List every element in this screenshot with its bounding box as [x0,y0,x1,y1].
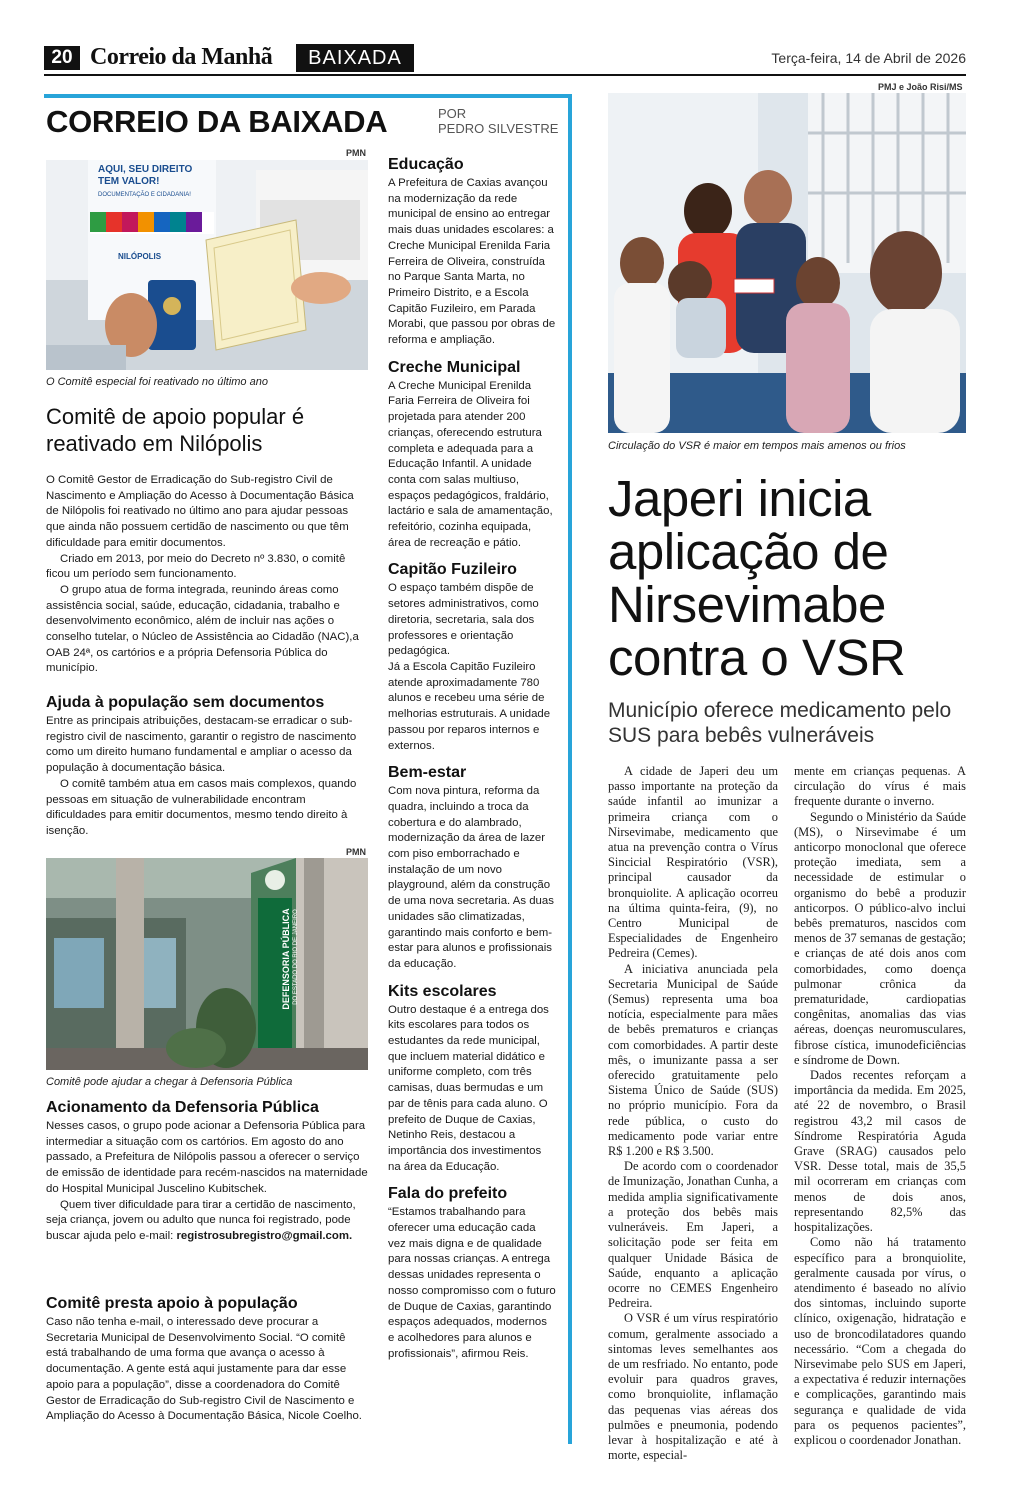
side-column [388,156,556,1362]
main-headline: Japeri inicia aplicação de Nirsevimabe contra o VSR [608,470,906,686]
document-photo [46,160,368,370]
paragraph [46,1198,368,1245]
paragraph: Como não há tratamento específico para a bronquiolite, geralmente causada por vírus, o atendimento é baseado no alívio dos sintomas, incluindo suporte clínico, oxigenação, hidratação e uso de broncodilatadores quando necessário. “Com a chegada do Nirsevimabe pelo SUS em Japeri, a expectativa é reduzir internações e complicações, garantindo mais segurança e qualidade de vida para os pequenos pacientes”, explicou o coordenador Jonathan. [794,1235,966,1447]
paragraph: Nesses casos, o grupo pode acionar a Defensoria Pública para intermediar a situação com os cartórios. Em agosto do ano passado, a Prefeitura de Nilópolis passou a oferecer o serviço de emissão de identidade para recém-nascidos na maternidade do Hospital Municipal Juscelino Kubitschek. [46,1120,368,1195]
side-heading: Bem-estar [388,764,467,782]
side-heading: Capitão Fuzileiro [388,561,517,579]
paragraph: O comitê também atua em casos mais complexos, quando pessoas em situação de vulnerabilidade encontram dificuldades para emitir documentos, mesmo tendo direito à isenção. [46,777,357,837]
main-article-col2 [794,764,966,1448]
side-text: Outro destaque é a entrega dos kits escolares para todos os estudantes da rede municipal, que incluem material didático e uniforme completo, com três camisas, duas bermudas e um par de tênis para cada aluno. O prefeito de Duque de Caxias, Netinho Reis, destacou a importância dos investimentos na área da Educação. [388,1003,549,1173]
paragraph: A cidade de Japeri deu um passo importante na proteção da saúde infantil ao imunizar a primeira criança com o Nirsevimabe, medicamento que atua na prevenção contra o Vírus Sincicial Respiratório (VSR), principal causador da bronquiolite. A aplicação ocorreu na última quinta-feira, (9), no Centro Municipal de Especialidades de Engenheiro Pedreira (Cemes). [608,764,778,961]
side-text: A Prefeitura de Caxias avançou na modernização da rede municipal de ensino ao entregar mais duas unidades escolares: a Creche Municipal Erenilda Faria Ferreira de Oliveira, construída no Parque Santa Marta, no Primeiro Distrito, e a Escola Capitão Fuzileiro, em Parada Morabi, que passou por obras de reforma e ampliação. [388,177,556,347]
article-body-intro [46,473,368,677]
vaccination-photo-graphic [608,93,966,433]
defensoria-photo-graphic [46,858,368,1070]
subheading: Acionamento da Defensoria Pública [46,1099,319,1116]
defensoria-photo [46,858,368,1070]
subheading: Ajuda à população sem documentos [46,694,325,711]
side-heading: Fala do prefeito [388,1185,508,1203]
text-run: Quem tiver dificuldade para tirar a certidão de nascimento, seja criança, jovem ou adulto que nunca foi registrado, pode buscar ajuda pelo e-mail: [46,1198,356,1242]
side-text: Com nova pintura, reforma da quadra, incluindo a troca da cobertura e do alambrado, modernização da área de lazer com piso emborrachado e instalação de um novo playground, além da construção de uma nova secretaria. As duas unidades são climatizadas, garantindo mais conforto e bem-estar para alunos e profissionais da educação. [388,785,554,970]
page-date: Terça-feira, 14 de Abril de 2026 [771,50,966,66]
paragraph: Criado em 2013, por meio do Decreto nº 3.830, o comitê ficou um período sem funcionamento. [46,552,346,581]
side-heading: Kits escolares [388,982,497,1000]
page-number: 20 [44,46,80,70]
paragraph: De acordo com o coordenador de Imunização, Jonathan Cunha, a medida amplia significativamente a proteção dos bebês mais vulneráveis. Em Japeri, a solicitação pode ser feita em qualquer Unidade Básica de Saúde, enquanto a aplicação ocorre no CEMES Engenheiro Pedreira. [608,1159,778,1311]
photo-credit: PMJ e João Risi/MS [878,82,963,92]
photo-credit: PMN [346,847,366,857]
paragraph: A iniciativa anunciada pela Secretaria Municipal de Saúde (Semus) representa uma boa notícia, especialmente para mães de bebês prematuros e crianças com comorbidades. A partir deste mês, o imunizante passa a ser oferecido gratuitamente pelo Sistema Único de Saúde (SUS) no próprio município. Fora da rede pública, o custo do medicamento pode variar entre R$ 1.200 e R$ 3.500. [608,961,778,1159]
paragraph: mente em crianças pequenas. A circulação do vírus é mais frequente durante o inverno. [794,764,966,809]
photo-caption: O Comitê especial foi reativado no último ano [46,376,268,388]
photo-credit: PMN [346,148,366,158]
paragraph: O VSR é um vírus respiratório comum, geralmente associado a sintomas leves semelhantes aos de um resfriado. No entanto, pode evoluir para quadros graves, como bronquiolite, inflamação das pequenas vias aéreas dos pulmões e pneumonia, podendo levar à hospitalização e até à morte, especial- [608,1311,778,1463]
side-heading: Creche Municipal [388,358,521,376]
contact-email[interactable]: registrosubregistro@gmail.com. [176,1229,353,1242]
defensoria-sign-text: DEFENSORIA PÚBLICA [281,908,291,1010]
byline-author: PEDRO SILVESTRE [438,121,559,136]
column-title: CORREIO DA BAIXADA [46,104,388,139]
column-byline [438,106,568,136]
article-body [46,1315,368,1425]
article-body [46,714,368,840]
section-label: BAIXADA [296,44,414,72]
paragraph: O Comitê Gestor de Erradicação do Sub-registro Civil de Nascimento e Ampliação do Acesso à Documentação Básica de Nilópolis foi reativado no último ano para ajudar pessoas que ainda não possuem certidão de nascimento ou que têm dificuldade para emitir documentos. [46,474,354,549]
photo-sign-city: NILÓPOLIS [118,252,162,261]
main-subheadline: Município oferece medicamento pelo SUS para bebês vulneráveis [608,699,952,747]
byline-prefix: POR [438,106,467,121]
defensoria-sign-subtext: DO ESTADO DO RIO DE JANEIRO [293,909,299,1005]
subheading: Comitê presta apoio à população [46,1295,298,1312]
paragraph: Entre as principais atribuições, destacam-se erradicar o sub-registro civil de nascimento, garantir o registro de nascimento como um direito humano fundamental e ampliar o acesso da população à documentação básica. [46,715,357,775]
side-text: O espaço também dispõe de setores administrativos, como diretoria, secretaria, sala dos professores e orientação pedagógica. [388,582,539,658]
vaccination-photo [608,93,966,433]
photo-sign-title: AQUI, SEU DIREITO TEM VALOR! [98,164,193,187]
side-text: Já a Escola Capitão Fuzileiro atende aproximadamente 780 alunos e recebeu uma série de melhorias estruturais. A unidade passou por reparos internos e externos. [388,660,551,752]
article-headline: Comitê de apoio popular é reativado em Nilópolis [46,404,305,456]
paragraph: Segundo o Ministério da Saúde (MS), o Nirsevimabe é um anticorpo monoclonal que oferece proteção imediata, sem a necessidade de estimular o organismo do bebê a produzir anticorpos. O público-alvo inclui bebês prematuros, nascidos com menos de 37 semanas de gestação; e crianças de até dois anos com comorbidades, como doença pulmonar crônica da prematuridade, cardiopatias congênitas, anomalias das vias aéreas, doenças neuromusculares, fibrose cística, imunodeficiências e síndrome de Down. [794,809,966,1067]
photo-caption: Comitê pode ajudar a chegar à Defensoria Pública [46,1076,293,1088]
main-article-col1 [608,764,778,1463]
photo-sign-subtitle: DOCUMENTAÇÃO E CIDADANIA! [98,192,191,198]
masthead: Correio da Manhã [90,44,273,70]
header-rule [44,74,966,76]
paragraph: Dados recentes reforçam a importância da medida. Em 2025, até 22 de novembro, o Brasil registrou 43,2 mil casos de Síndrome Respiratória Aguda Grave (SRAG) causados pelo VSR. Desse total, mais de 35,5 mil ocorreram em crianças com menos de dois anos, representando 82,5% das hospitalizações. [794,1068,966,1235]
side-heading: Educação [388,156,464,173]
side-text: A Creche Municipal Erenilda Faria Ferreira de Oliveira foi projetada para atender 200 crianças, oferecendo estrutura completa e adequada para a Educação Infantil. A unidade conta com salas multiuso, espaços pedagógicos, fraldário, lactário e sala de amamentação, refeitório, cozinha equipada, área de recreação e pátio. [388,379,553,549]
paragraph: O grupo atua de forma integrada, reunindo áreas como assistência social, saúde, educação, cidadania, trabalho e desenvolvimento econômico, além de incluir nas ações o conselho tutelar, o Núcleo de Assistência ao Cidadão (NAC),a OAB 24ª, os cartórios e a própria Defensoria Pública do município. [46,583,359,675]
paragraph: Caso não tenha e-mail, o interessado deve procurar a Secretaria Municipal de Desenvolvimento Social. “O comitê está trabalhando de uma forma que avança o acesso à documentação. A gente está aqui justamente para dar esse apoio para a população”, disse a coordenadora do Comitê Gestor de Erradicação do Sub-registro Civil de Nascimento e Ampliação do Acesso à Documentação Básica, Nicole Coelho. [46,1316,362,1423]
photo-caption: Circulação do VSR é maior em tempos mais amenos ou frios [608,440,906,452]
side-text: “Estamos trabalhando para oferecer uma educação cada vez mais digna e de qualidade para nossas crianças. A entrega dessas unidades representa o nosso compromisso com o futuro de Duque de Caxias, garantindo espaços adequados, modernos e acolhedores para alunos e profissionais”, afirmou Reis. [388,1206,556,1360]
article-body [46,1119,368,1245]
